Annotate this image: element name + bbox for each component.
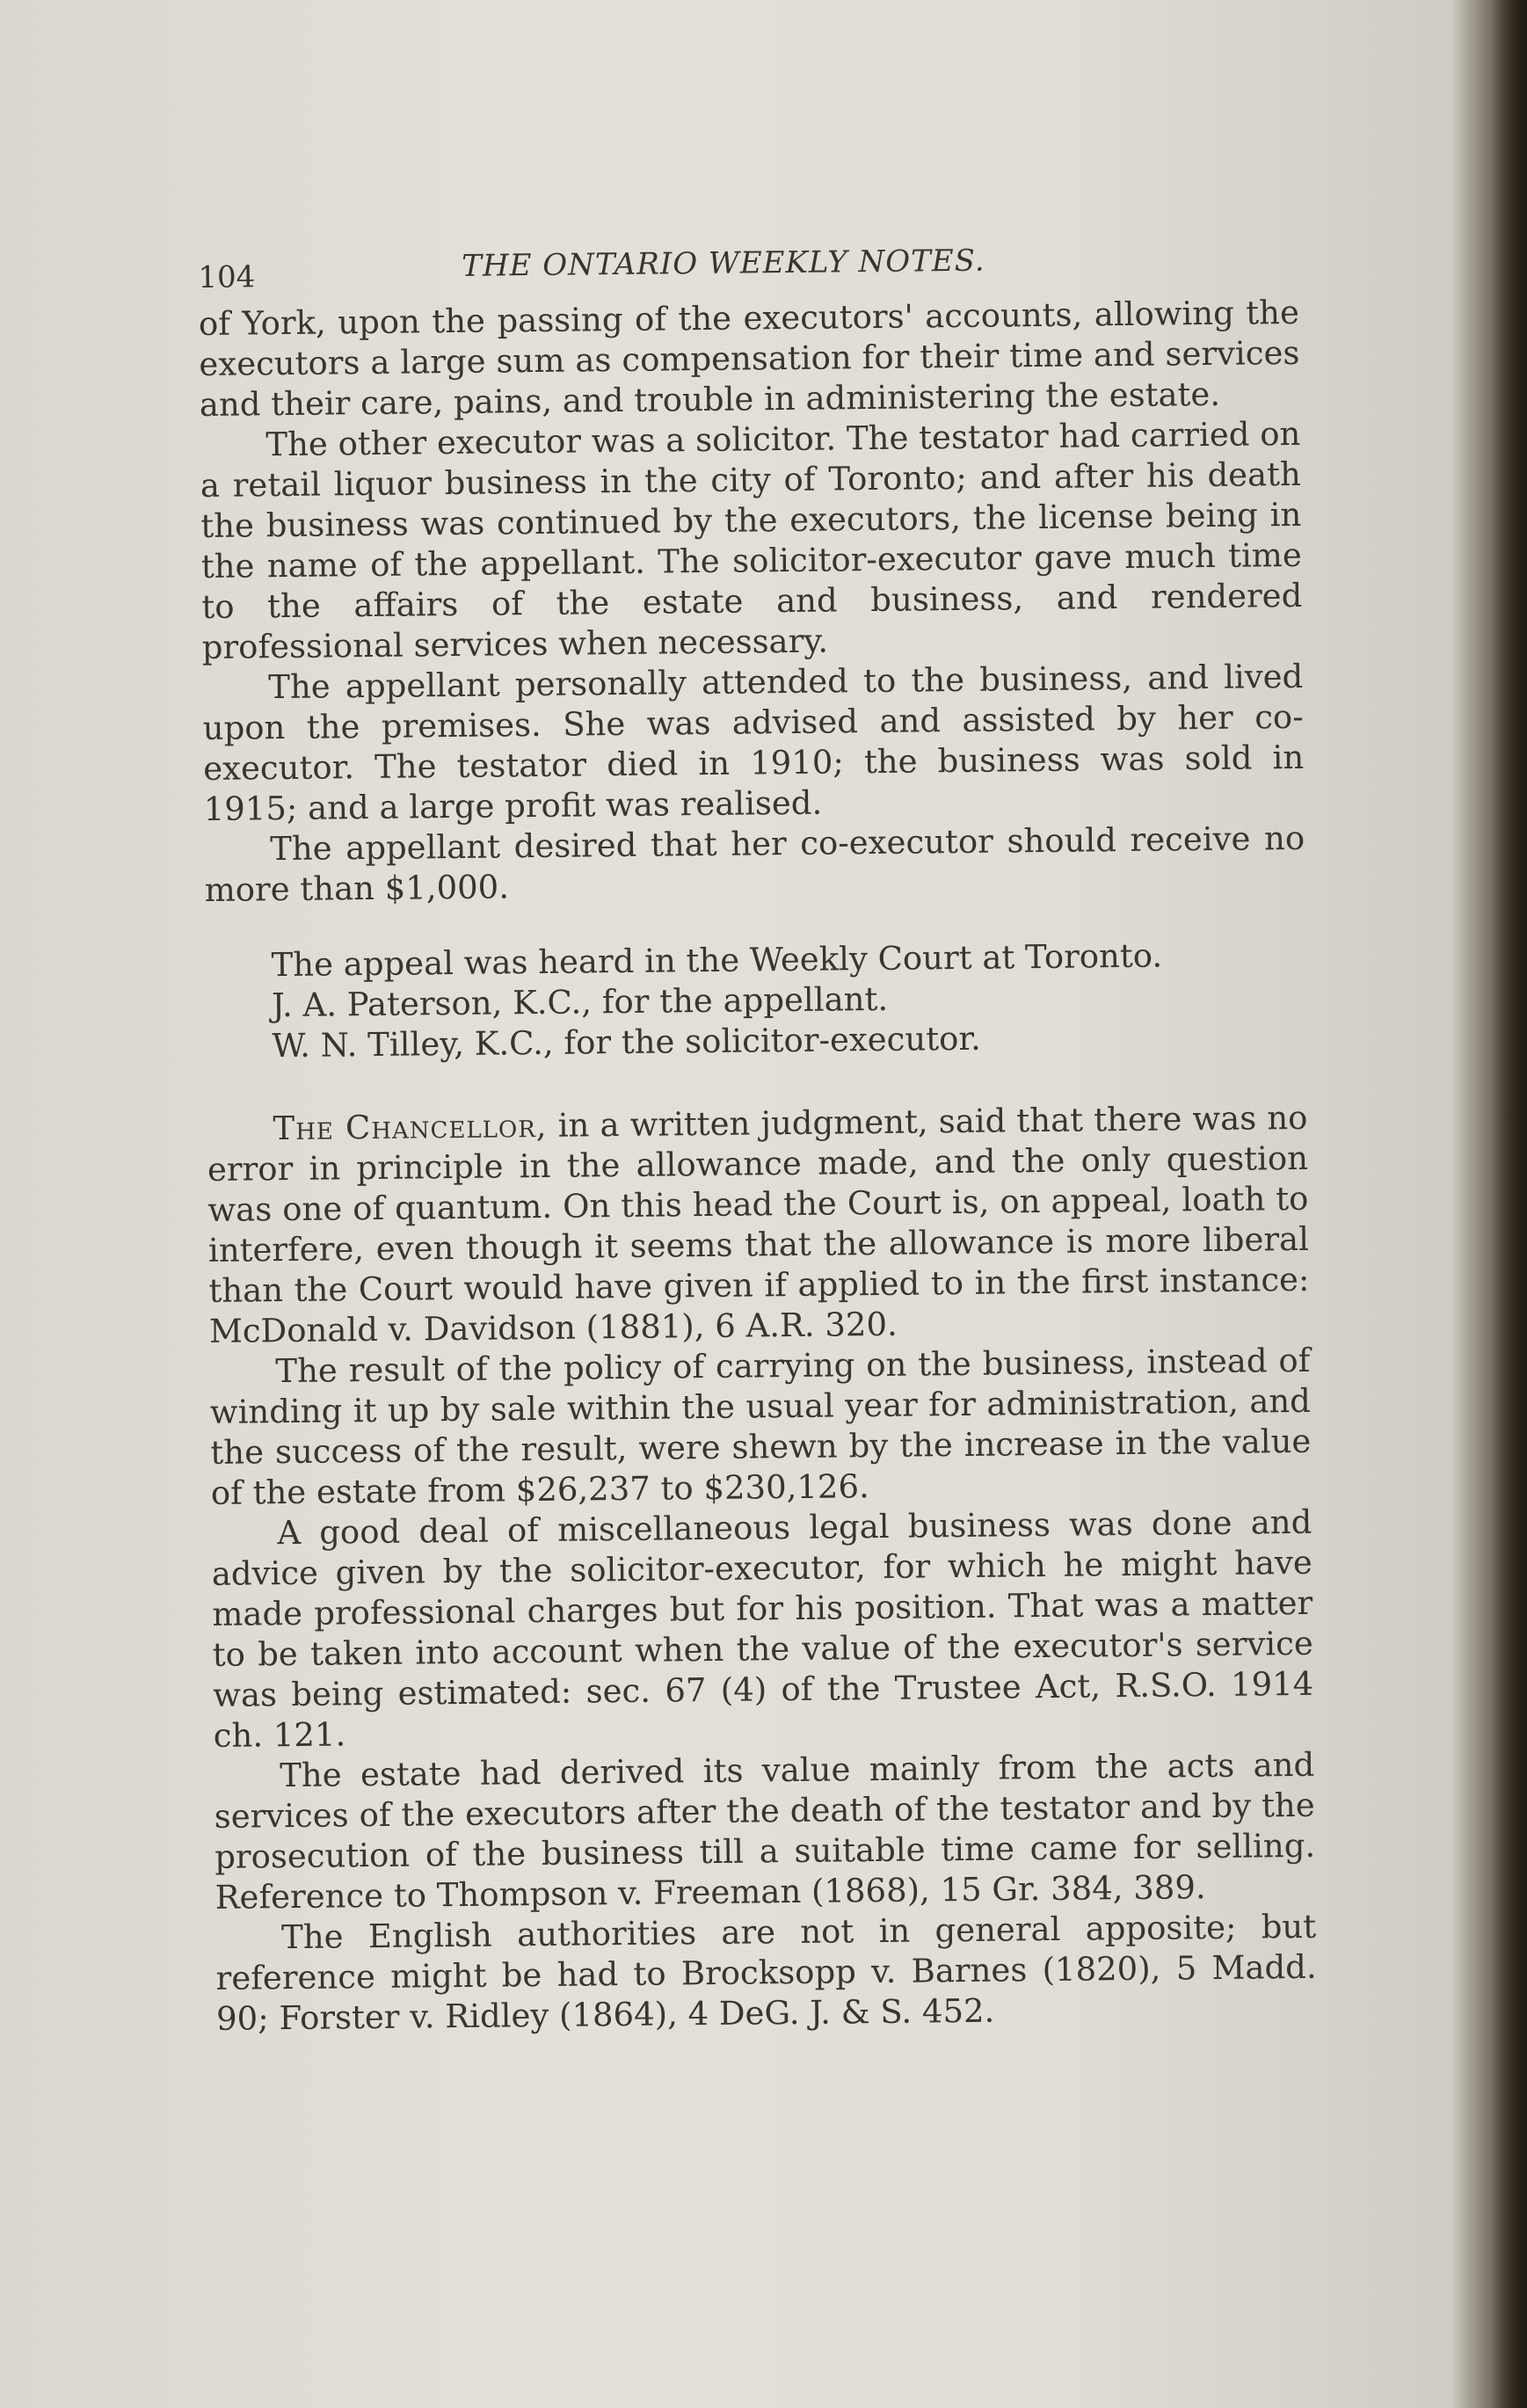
paragraph-appellant: The appellant personally attended to the business, and lived upon the premises. She was advised and assisted by her co-executor. The testator died in 1910; the business was sold in 1915; and a large profit was realised. — [202, 657, 1305, 828]
counsel-respondent: W. N. Tilley, K.C., for the solicitor-executor. — [272, 1019, 981, 1066]
paragraph-result: The result of the policy of carrying on the business, instead of winding it up by sale within the usual year for administration, and the success of the result, were shewn by the increase in the value of the estate from $26,237 to $230,126. — [209, 1341, 1312, 1512]
paragraph-english-authorities: The English authorities are not in general apposite; but reference might be had to Brocksopp v. Barnes (1820), 5 Madd. 90; Forster v. Ridley (1864), 4 DeG. J. & S. 452. — [215, 1907, 1317, 2038]
book-spine-shadow — [1492, 0, 1527, 2408]
counsel-appellant: J. A. Paterson, K.C., for the appellant. — [271, 979, 889, 1025]
judge-name: The Chancellor, — [273, 1106, 548, 1148]
paragraph-appellant-desire: The appellant desired that her co-executor should receive no more than $1,000. — [204, 818, 1305, 909]
page-number: 104 — [198, 259, 256, 295]
page-header — [198, 233, 1299, 297]
hearing-line: The appeal was heard in the Weekly Court at Toronto. — [271, 936, 1163, 985]
paragraph-legal-business: A good deal of miscellaneous legal business was done and advice given by the solicitor-executor, for which he might have made professional charges but for his position. That was a matter to be taken into account when the value of the executor's service was being estimated: sec. 67 (4) of the Trustee Act, R.S.O. 1914 ch. 121. — [211, 1502, 1314, 1755]
judgment-text: in a written judgment, said that there was no error in principle in the allowance made, and the only question was one of quantum. On this head the Court is, on appeal, loath to interfere, even though it seems that the allowance is more liberal than the Court would have given if applied to in the first instance: McDonald v. Davidson (1881), 6 A.R. 320. — [207, 1098, 1310, 1350]
paragraph-judgment — [207, 1098, 1310, 1352]
paragraph-continuation: of York, upon the passing of the executors' accounts, allowing the executors a large sum as compensation for their time and services and their care, pains, and trouble in administering the estate. — [198, 293, 1300, 424]
paragraph-estate-value: The estate had derived its value mainly from the acts and services of the executors after the death of the testator and by the prosecution of the business till a suitable time came for selling. Reference to Thompson v. Freeman (1868), 15 Gr. 384, 389. — [214, 1745, 1316, 1917]
page-content — [198, 233, 1317, 2040]
paragraph-solicitor-executor: The other executor was a solicitor. The testator had carried on a retail liquor business in the city of Toronto; and after his death the business was continued by the executors, the license being in the name of the appellant. The solicitor-executor gave much time to the affairs of the estate and business, and rendered professional services when necessary. — [200, 414, 1303, 666]
running-title: THE ONTARIO WEEKLY NOTES. — [462, 243, 985, 284]
